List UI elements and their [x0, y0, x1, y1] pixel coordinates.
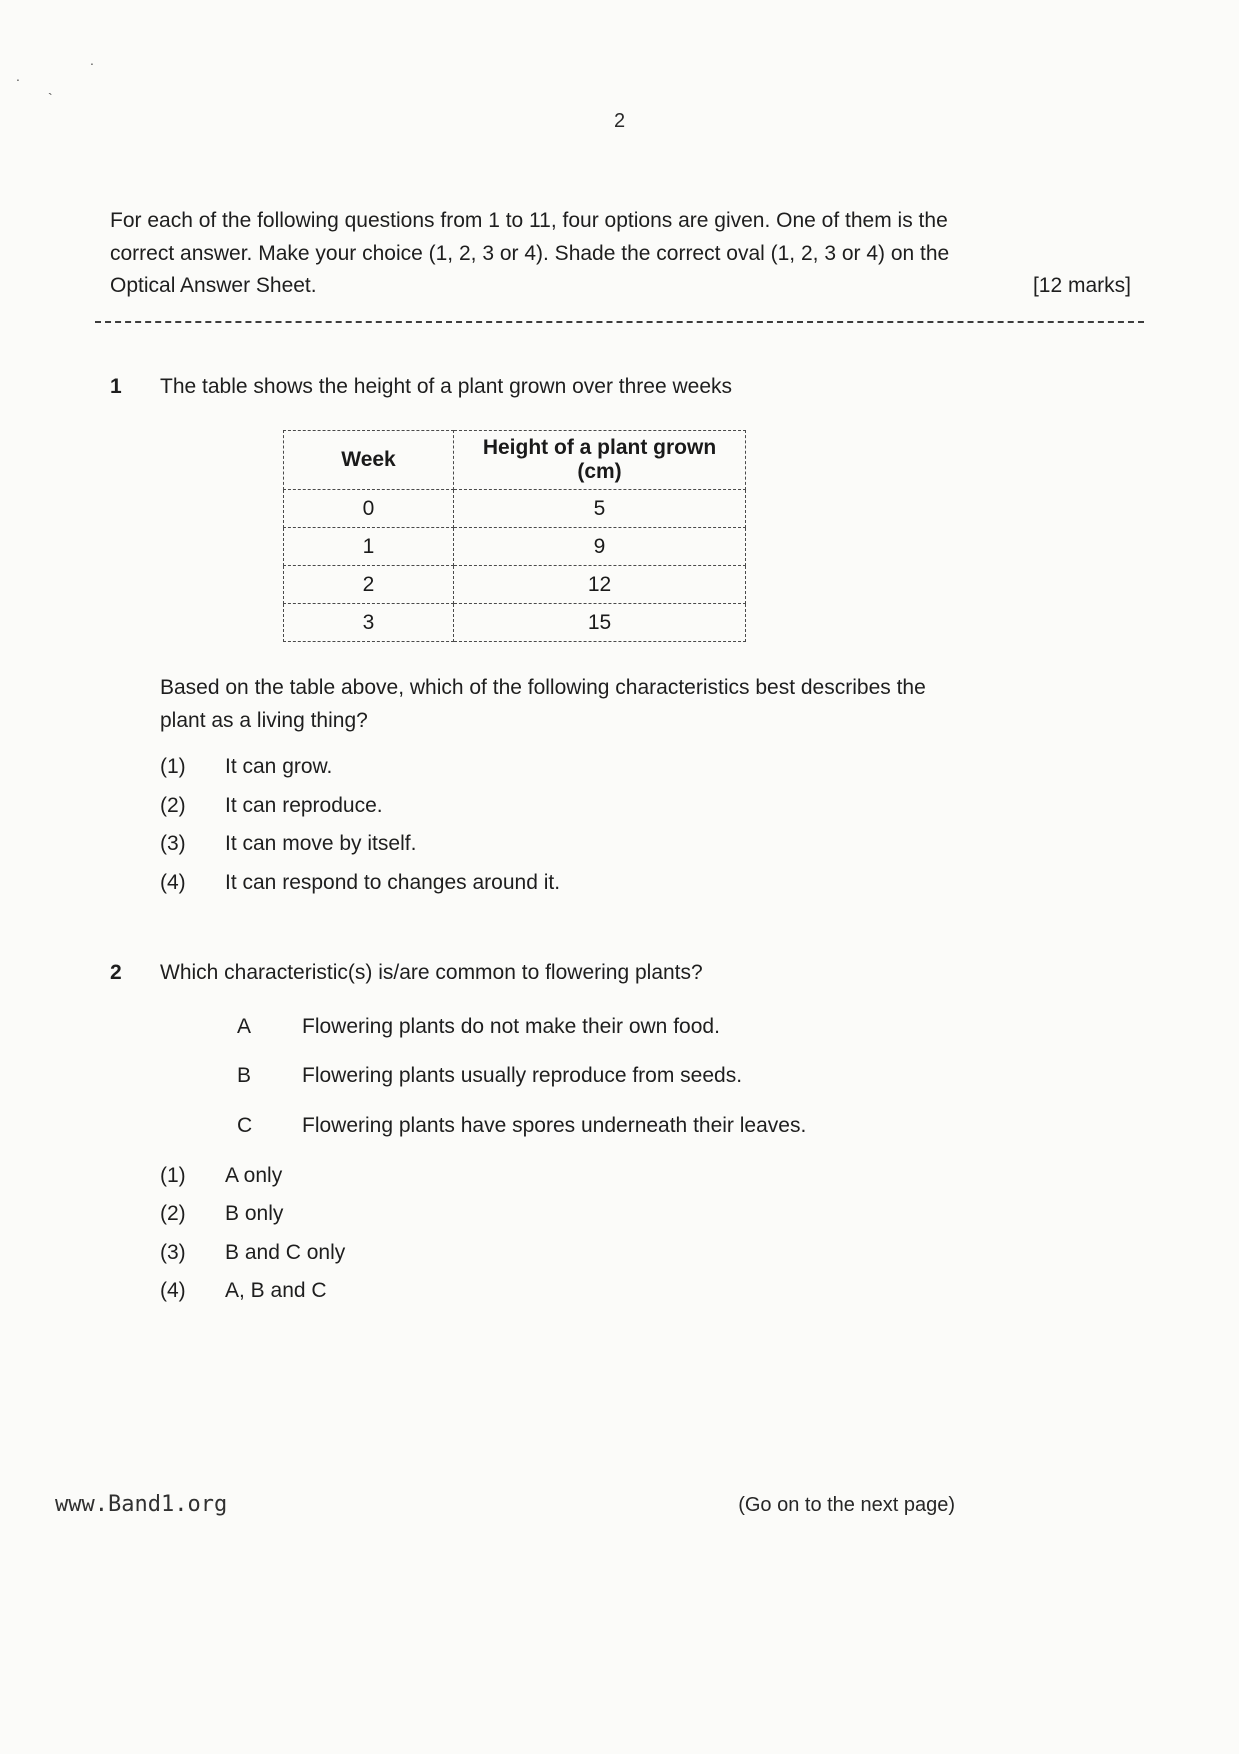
statement-text: Flowering plants have spores underneath their leaves.: [302, 1114, 807, 1138]
table-cell-height: 5: [454, 490, 746, 528]
option-row: [160, 1198, 1131, 1231]
instructions-line: correct answer. Make your choice (1, 2, 3 or 4). Shade the correct oval (1, 2, 3 or 4) on the: [110, 241, 950, 265]
table-header-week: Week: [284, 431, 454, 490]
table-header-row: [284, 431, 746, 490]
option-row: [160, 828, 1131, 861]
table-header-height: Height of a plant grown (cm): [454, 431, 746, 490]
table-cell-height: 12: [454, 566, 746, 604]
footer-site-url: www.Band1.org: [55, 1492, 228, 1517]
footer-next-page-note: (Go on to the next page): [738, 1494, 955, 1516]
option-row: [160, 1275, 1131, 1308]
option-row: [160, 867, 1131, 900]
statement-text: Flowering plants do not make their own food.: [302, 1014, 720, 1038]
question-number: 2: [110, 961, 122, 985]
option-label: (3): [160, 832, 186, 856]
table-cell-week: 2: [284, 566, 454, 604]
instructions-line: Optical Answer Sheet.: [110, 274, 317, 298]
scan-noise-speck: .: [16, 68, 20, 84]
option-text: It can respond to changes around it.: [225, 870, 561, 894]
option-text: B and C only: [225, 1240, 346, 1264]
option-row: [160, 1160, 1131, 1193]
table-row: [284, 604, 746, 642]
scan-noise-speck: `: [48, 90, 53, 106]
statement-label: C: [237, 1114, 253, 1138]
option-text: A, B and C: [225, 1279, 327, 1303]
table-row: [284, 566, 746, 604]
dashed-separator: [95, 321, 1144, 323]
option-row: [160, 751, 1131, 784]
question-2: [110, 957, 1131, 1307]
option-label: (2): [160, 1202, 186, 1226]
option-label: (1): [160, 1163, 186, 1187]
statement-text: Flowering plants usually reproduce from seeds.: [302, 1064, 743, 1088]
instructions-block: [110, 205, 1131, 303]
statement-row: [237, 1011, 1131, 1044]
table-cell-height: 15: [454, 604, 746, 642]
option-text: B only: [225, 1202, 284, 1226]
table-cell-week: 1: [284, 528, 454, 566]
option-row: [160, 790, 1131, 823]
statement-row: [237, 1110, 1131, 1143]
question-stem: The table shows the height of a plant grown over three weeks: [160, 374, 733, 398]
option-label: (4): [160, 1279, 186, 1303]
statement-row: [237, 1060, 1131, 1093]
page-footer: [55, 1492, 955, 1517]
statement-list: [237, 1011, 1131, 1143]
statement-label: A: [237, 1014, 252, 1038]
table-row: [284, 528, 746, 566]
instructions-line: For each of the following questions from 1 to 11, four options are given. One of them is the: [110, 209, 948, 232]
plant-height-table: [283, 430, 746, 642]
option-row: [160, 1237, 1131, 1270]
page-number: 2: [613, 110, 626, 132]
table-cell-week: 3: [284, 604, 454, 642]
question-stem: Which characteristic(s) is/are common to flowering plants?: [160, 961, 703, 985]
option-label: (4): [160, 870, 186, 894]
table-row: [284, 490, 746, 528]
marks-label: [12 marks]: [1032, 274, 1131, 298]
question-prompt: Based on the table above, which of the following characteristics best describes the plant as a living thing?: [160, 676, 926, 732]
question-number: 1: [110, 374, 122, 398]
statement-label: B: [237, 1064, 252, 1088]
table-cell-week: 0: [284, 490, 454, 528]
table-cell-height: 9: [454, 528, 746, 566]
option-text: It can grow.: [225, 755, 333, 779]
scan-noise-speck: .: [90, 52, 94, 68]
option-text: A only: [225, 1163, 283, 1187]
option-label: (3): [160, 1240, 186, 1264]
answer-options: [160, 751, 1131, 899]
question-1: [110, 371, 1131, 900]
option-label: (1): [160, 755, 186, 779]
option-text: It can reproduce.: [225, 793, 383, 817]
answer-options: [160, 1160, 1131, 1308]
option-label: (2): [160, 793, 186, 817]
option-text: It can move by itself.: [225, 832, 417, 856]
